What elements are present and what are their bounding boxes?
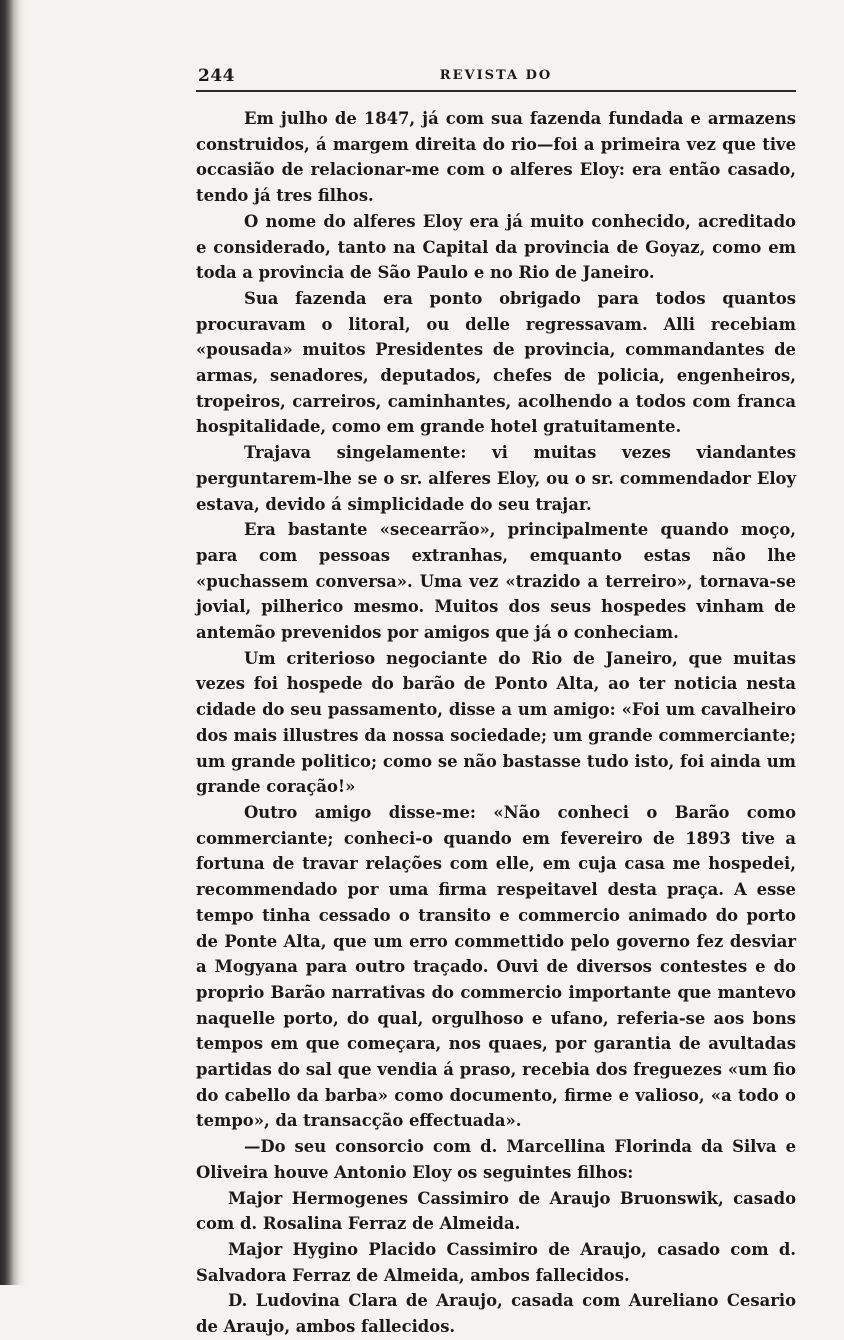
list-item: D. Ludovina Clara de Araujo, casada com Aureliano Cesario de Araujo, ambos fallecidos.: [196, 1291, 796, 1337]
list-item: Major Hermogenes Cassimiro de Araujo Bruonswik, casado com d. Rosalina Ferraz de Almeida.: [196, 1188, 796, 1234]
paragraph: Um criterioso negociante do Rio de Janeiro, que muitas vezes foi hospede do barão de Ponto Alta, ao ter noticia nesta cidade do seu passamento, disse a um amigo: «Foi um cavalheiro dos mais illustres da nossa sociedade; um grande commerciante; um grande politico; como se não bastasse tudo isto, foi ainda um grande coração!»: [196, 648, 796, 797]
running-header: [196, 60, 796, 92]
paragraph: Trajava singelamente: vi muitas vezes viandantes perguntarem-lhe se o sr. alferes Eloy, ou o sr. commendador Eloy estava, devido á simplicidade do seu trajar.: [196, 443, 796, 514]
body-text: [196, 106, 796, 1340]
paragraph: Era bastante «secearrão», principalmente quando moço, para com pessoas extranhas, emquanto estas não lhe «puchassem conversa». Uma vez «trazido a terreiro», tornava-se jovial, pilherico mesmo. Muitos dos seus hospedes vinham de antemão prevenidos por amigos que já o conheciam.: [196, 520, 796, 643]
document-page: [196, 60, 796, 1340]
list-item: Major Hygino Placido Cassimiro de Araujo, casado com d. Salvadora Ferraz de Almeida, ambos fallecidos.: [196, 1239, 796, 1285]
journal-title: REVISTA DO: [439, 68, 553, 83]
paragraph: Em julho de 1847, já com sua fazenda fundada e armazens construidos, á margem direita do rio—foi a primeira vez que tive occasião de relacionar-me com o alferes Eloy: era então casado, tendo já tres filhos.: [196, 109, 796, 206]
page-number: 244: [198, 66, 235, 86]
paragraph: Sua fazenda era ponto obrigado para todos quantos procuravam o litoral, ou delle regressavam. Alli recebiam «pousada» muitos Presidentes de provincia, commandantes de armas, senadores, deputados, chefes de policia, engenheiros, tropeiros, carreiros, caminhantes, acolhendo a todos com franca hospitalidade, como em grande hotel gratuitamente.: [196, 288, 796, 437]
paragraph: Outro amigo disse-me: «Não conheci o Barão como commerciante; conheci-o quando em fevereiro de 1893 tive a fortuna de travar relações com elle, em cuja casa me hospedei, recommendado por uma firma respeitavel desta praça. A esse tempo tinha cessado o transito e commercio animado do porto de Ponte Alta, que um erro commettido pelo governo fez desviar a Mogyana para outro traçado. Ouvi de diversos contestes e do proprio Barão narrativas do commercio importante que mantevo naquelle porto, do qual, orgulhoso e ufano, referia-se aos bons tempos em que começara, nos quaes, por garantia de avultadas partidas do sal que vendia á praso, recebia dos freguezes «um fio do cabello da barba» como documento, firme e valioso, «a todo o tempo», da transacção effectuada».: [196, 802, 796, 1131]
book-binding-edge: [0, 0, 26, 1285]
paragraph: O nome do alferes Eloy era já muito conhecido, acreditado e considerado, tanto na Capital da provincia de Goyaz, como em toda a provincia de São Paulo e no Rio de Janeiro.: [196, 211, 796, 283]
paragraph: —Do seu consorcio com d. Marcellina Florinda da Silva e Oliveira houve Antonio Eloy os seguintes filhos:: [196, 1137, 796, 1182]
